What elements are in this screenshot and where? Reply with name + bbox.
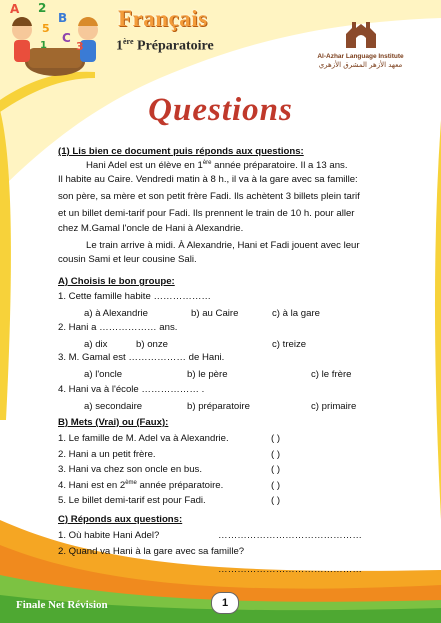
option-c[interactable]: c) le frère bbox=[311, 369, 352, 380]
question-text: 2. Hani a ……………… ans. bbox=[58, 322, 178, 333]
answer-parentheses[interactable]: ( ) bbox=[271, 464, 281, 475]
institute-logo bbox=[342, 18, 380, 52]
paragraph-line: et un billet demi-tarif pour Fadi. Ils prennent le train de 10 h. pour aller bbox=[58, 208, 355, 219]
reading-section bbox=[58, 145, 378, 173]
paragraph-line: son père, sa mère et son petit frère Fadi. Ils achètent 3 billets plein tarif bbox=[58, 191, 360, 202]
answer-parentheses[interactable]: ( ) bbox=[271, 479, 281, 491]
paragraph-line: Le train arrive à midi. À Alexandrie, Hani et Fadi jouent avec leur bbox=[86, 240, 360, 251]
option-b[interactable]: b) onze bbox=[136, 339, 168, 350]
grade-subtitle: 1ère Préparatoire bbox=[116, 37, 214, 54]
section1-title: (1) Lis bien ce document puis réponds aux questions: bbox=[58, 146, 304, 157]
tf-item: 1. Le famille de M. Adel va à Alexandrie. ( ) bbox=[58, 433, 281, 444]
question-a2 bbox=[58, 321, 388, 352]
question-a3 bbox=[58, 351, 388, 382]
option-c[interactable]: c) treize bbox=[272, 339, 307, 350]
option-b[interactable]: b) préparatoire bbox=[187, 401, 250, 412]
tf-item: 4. Hani est en 2ème année préparatoire. ( ) bbox=[58, 479, 281, 491]
option-c[interactable]: c) primaire bbox=[311, 401, 357, 412]
svg-text:5: 5 bbox=[42, 22, 50, 35]
question-text: 4. Hani va à l'école ……………… . bbox=[58, 384, 205, 395]
footer-label: Finale Net Révision bbox=[16, 599, 108, 611]
options-row bbox=[58, 338, 388, 352]
page-number: 1 bbox=[211, 592, 239, 614]
paragraph-line: Il habite au Caire. Vendredi matin à 8 h., il va à la gare avec sa famille: bbox=[58, 174, 358, 185]
svg-text:B: B bbox=[58, 11, 68, 25]
svg-text:2: 2 bbox=[38, 1, 47, 15]
option-a[interactable]: a) secondaire bbox=[84, 401, 143, 412]
open-question-2: 2. Quand va Hani à la gare avec sa famille? bbox=[58, 546, 245, 557]
question-a4 bbox=[58, 383, 388, 414]
question-text: 3. M. Gamal est ……………… de Hani. bbox=[58, 352, 225, 363]
reading-text bbox=[58, 173, 388, 267]
options-row bbox=[58, 368, 388, 382]
option-b[interactable]: b) au Caire bbox=[191, 308, 239, 319]
true-false-list bbox=[58, 432, 388, 510]
open-question-1: 1. Où habite Hani Adel? ……………………………………… bbox=[58, 530, 362, 541]
option-b[interactable]: b) le père bbox=[187, 369, 228, 380]
paragraph-line: chez M.Gamal l'oncle de Hani à Alexandrie. bbox=[58, 223, 244, 234]
tf-item: 2. Hani a un petit frère. ( ) bbox=[58, 448, 281, 460]
option-a[interactable]: a) dix bbox=[84, 339, 108, 350]
institute-name: Al-Azhar Language Institute bbox=[317, 53, 404, 60]
section-a-title: A) Choisis le bon groupe: bbox=[58, 276, 175, 287]
svg-text:A: A bbox=[10, 2, 20, 16]
svg-text:3: 3 bbox=[76, 40, 84, 53]
subject-title: Français bbox=[118, 6, 208, 31]
tf-item: 3. Hani va chez son oncle en bus. ( ) bbox=[58, 464, 281, 475]
tf-item: 5. Le billet demi-tarif est pour Fadi. ( ) bbox=[58, 495, 281, 506]
paragraph-line: cousin Sami et leur cousine Sali. bbox=[58, 254, 197, 265]
question-a1 bbox=[58, 290, 388, 321]
answer-line[interactable]: ……………………………………… bbox=[218, 530, 362, 541]
answer-parentheses[interactable]: ( ) bbox=[271, 495, 281, 506]
answer-parentheses[interactable]: ( ) bbox=[271, 448, 281, 460]
institute-arabic-name: معهد الأزهر المشرق الأزهري bbox=[318, 61, 403, 69]
section-c-title: C) Réponds aux questions: bbox=[58, 514, 183, 525]
paragraph-line: Hani Adel est un élève en 1ère année préparatoire. Il a 13 ans. bbox=[86, 159, 348, 171]
answer-parentheses[interactable]: ( ) bbox=[271, 433, 281, 444]
svg-text:C: C bbox=[62, 31, 71, 45]
option-c[interactable]: c) à la gare bbox=[272, 308, 320, 319]
options-row bbox=[58, 400, 388, 414]
svg-text:1: 1 bbox=[40, 40, 47, 51]
question-text: 1. Cette famille habite ……………… bbox=[58, 291, 212, 302]
kids-letters-illustration bbox=[0, 0, 110, 82]
option-a[interactable]: a) l'oncle bbox=[84, 369, 123, 380]
option-a[interactable]: a) à Alexandrie bbox=[84, 308, 148, 319]
answer-line[interactable]: ……………………………………… bbox=[218, 564, 362, 575]
options-row bbox=[58, 307, 388, 321]
section-b-title: B) Mets (Vrai) ou (Faux): bbox=[58, 417, 169, 428]
page-heading: Questions bbox=[148, 92, 293, 128]
